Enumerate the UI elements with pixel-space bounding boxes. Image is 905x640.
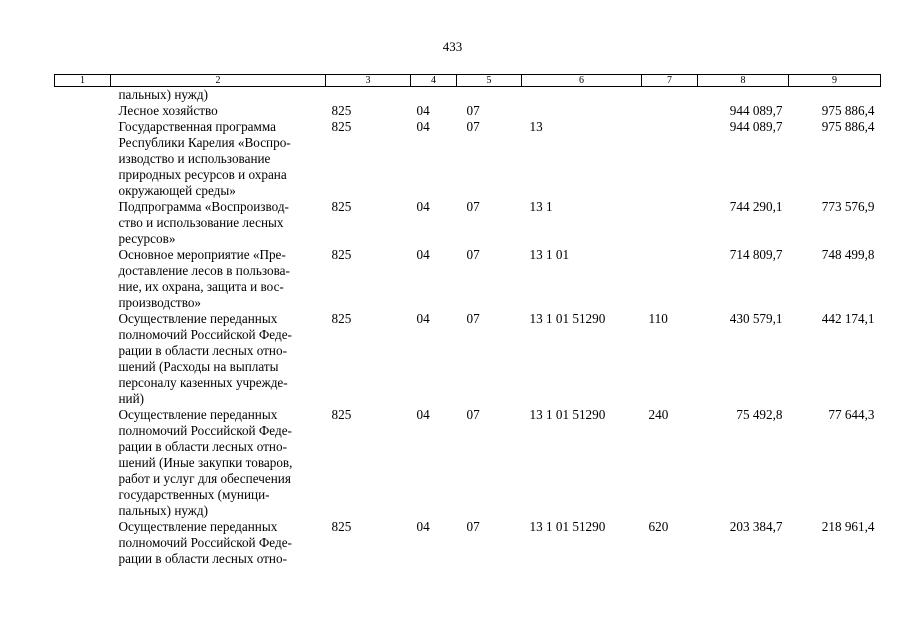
target-article-code: [522, 87, 642, 104]
expense-type-code: [642, 119, 698, 199]
amount-year-2: [789, 87, 881, 104]
ministry-code: 825: [331, 519, 352, 534]
column-header-4: 4: [411, 75, 457, 87]
subsection-code: [457, 87, 522, 104]
table-row: [55, 119, 881, 199]
subsection-code: 07: [466, 199, 480, 214]
budget-table: [54, 74, 881, 567]
section-code: 04: [416, 199, 430, 214]
target-article-code: 13 1 01 51290: [529, 407, 606, 422]
expense-type-code: 240: [648, 407, 669, 422]
ministry-code: 825: [331, 119, 352, 134]
section-code: 04: [416, 103, 430, 118]
subsection-code: 07: [466, 247, 480, 262]
table-body: [55, 87, 881, 568]
table-row: [55, 199, 881, 247]
amount-year-1: 203 384,7: [729, 519, 783, 534]
item-name: Осуществление переданных полномочий Российской Феде- рации в области лесных отно- шений (Расходы на выплаты персоналу казенных учрежде- ний): [118, 311, 292, 406]
amount-year-1: 714 809,7: [729, 247, 783, 262]
column-header-1: 1: [55, 75, 111, 87]
column-header-7: 7: [642, 75, 698, 87]
empty-cell: [55, 199, 111, 247]
table-row: [55, 87, 881, 104]
section-code: 04: [416, 311, 430, 326]
amount-year-1: 944 089,7: [729, 103, 783, 118]
item-name: пальных) нужд): [118, 87, 209, 102]
expense-type-code: [642, 103, 698, 119]
subsection-code: 07: [466, 519, 480, 534]
page-number: 433: [442, 39, 463, 54]
amount-year-2: 748 499,8: [821, 247, 875, 262]
section-code: 04: [416, 247, 430, 262]
column-number-row: [55, 75, 881, 87]
empty-cell: [55, 87, 111, 104]
target-article-code: 13 1 01 51290: [529, 519, 606, 534]
amount-year-2: 975 886,4: [821, 103, 875, 118]
item-name: Подпрограмма «Воспроизвод- ство и использование лесных ресурсов»: [118, 199, 289, 246]
column-header-3: 3: [326, 75, 411, 87]
target-article-code: 13 1 01: [529, 247, 570, 262]
subsection-code: 07: [466, 119, 480, 134]
expense-type-code: 110: [648, 311, 668, 326]
section-code: [411, 87, 457, 104]
item-name: Осуществление переданных полномочий Российской Феде- рации в области лесных отно-: [118, 519, 292, 566]
subsection-code: 07: [466, 103, 480, 118]
item-name: Осуществление переданных полномочий Российской Феде- рации в области лесных отно- шений (Иные закупки товаров, работ и услуг для обеспечения государственных (муници- пальных) нужд): [118, 407, 293, 518]
amount-year-1: 744 290,1: [729, 199, 783, 214]
subsection-code: 07: [466, 311, 480, 326]
empty-cell: [55, 407, 111, 519]
ministry-code: 825: [331, 311, 352, 326]
table-row: [55, 311, 881, 407]
target-article-code: 13 1: [529, 199, 553, 214]
expense-type-code: 620: [648, 519, 669, 534]
amount-year-2: 975 886,4: [821, 119, 875, 134]
section-code: 04: [416, 407, 430, 422]
item-name: Государственная программа Республики Карелия «Воспро- изводство и использование природных ресурсов и охрана окружающей среды»: [118, 119, 291, 198]
amount-year-1: 944 089,7: [729, 119, 783, 134]
ministry-code: 825: [331, 199, 352, 214]
ministry-code: [326, 87, 411, 104]
table-row: [55, 103, 881, 119]
amount-year-2: 442 174,1: [821, 311, 875, 326]
ministry-code: 825: [331, 407, 352, 422]
empty-cell: [55, 311, 111, 407]
table-row: [55, 407, 881, 519]
ministry-code: 825: [331, 103, 352, 118]
amount-year-1: 75 492,8: [736, 407, 783, 422]
empty-cell: [55, 519, 111, 567]
column-header-5: 5: [457, 75, 522, 87]
amount-year-2: 218 961,4: [821, 519, 875, 534]
expense-type-code: [642, 247, 698, 311]
subsection-code: 07: [466, 407, 480, 422]
section-code: 04: [416, 119, 430, 134]
amount-year-2: 77 644,3: [828, 407, 875, 422]
target-article-code: 13: [529, 119, 543, 134]
empty-cell: [55, 247, 111, 311]
expense-type-code: [642, 87, 698, 104]
column-header-6: 6: [522, 75, 642, 87]
section-code: 04: [416, 519, 430, 534]
amount-year-1: 430 579,1: [729, 311, 783, 326]
amount-year-1: [698, 87, 789, 104]
item-name: Основное мероприятие «Пре- доставление лесов в пользова- ние, их охрана, защита и вос- производство»: [118, 247, 290, 310]
empty-cell: [55, 119, 111, 199]
item-name: Лесное хозяйство: [118, 103, 218, 118]
table-row: [55, 247, 881, 311]
table-header: [55, 75, 881, 87]
target-article-code: [522, 103, 642, 119]
empty-cell: [55, 103, 111, 119]
column-header-2: 2: [111, 75, 326, 87]
amount-year-2: 773 576,9: [821, 199, 875, 214]
column-header-8: 8: [698, 75, 789, 87]
ministry-code: 825: [331, 247, 352, 262]
expense-type-code: [642, 199, 698, 247]
target-article-code: 13 1 01 51290: [529, 311, 606, 326]
column-header-9: 9: [789, 75, 881, 87]
table-row: [55, 519, 881, 567]
